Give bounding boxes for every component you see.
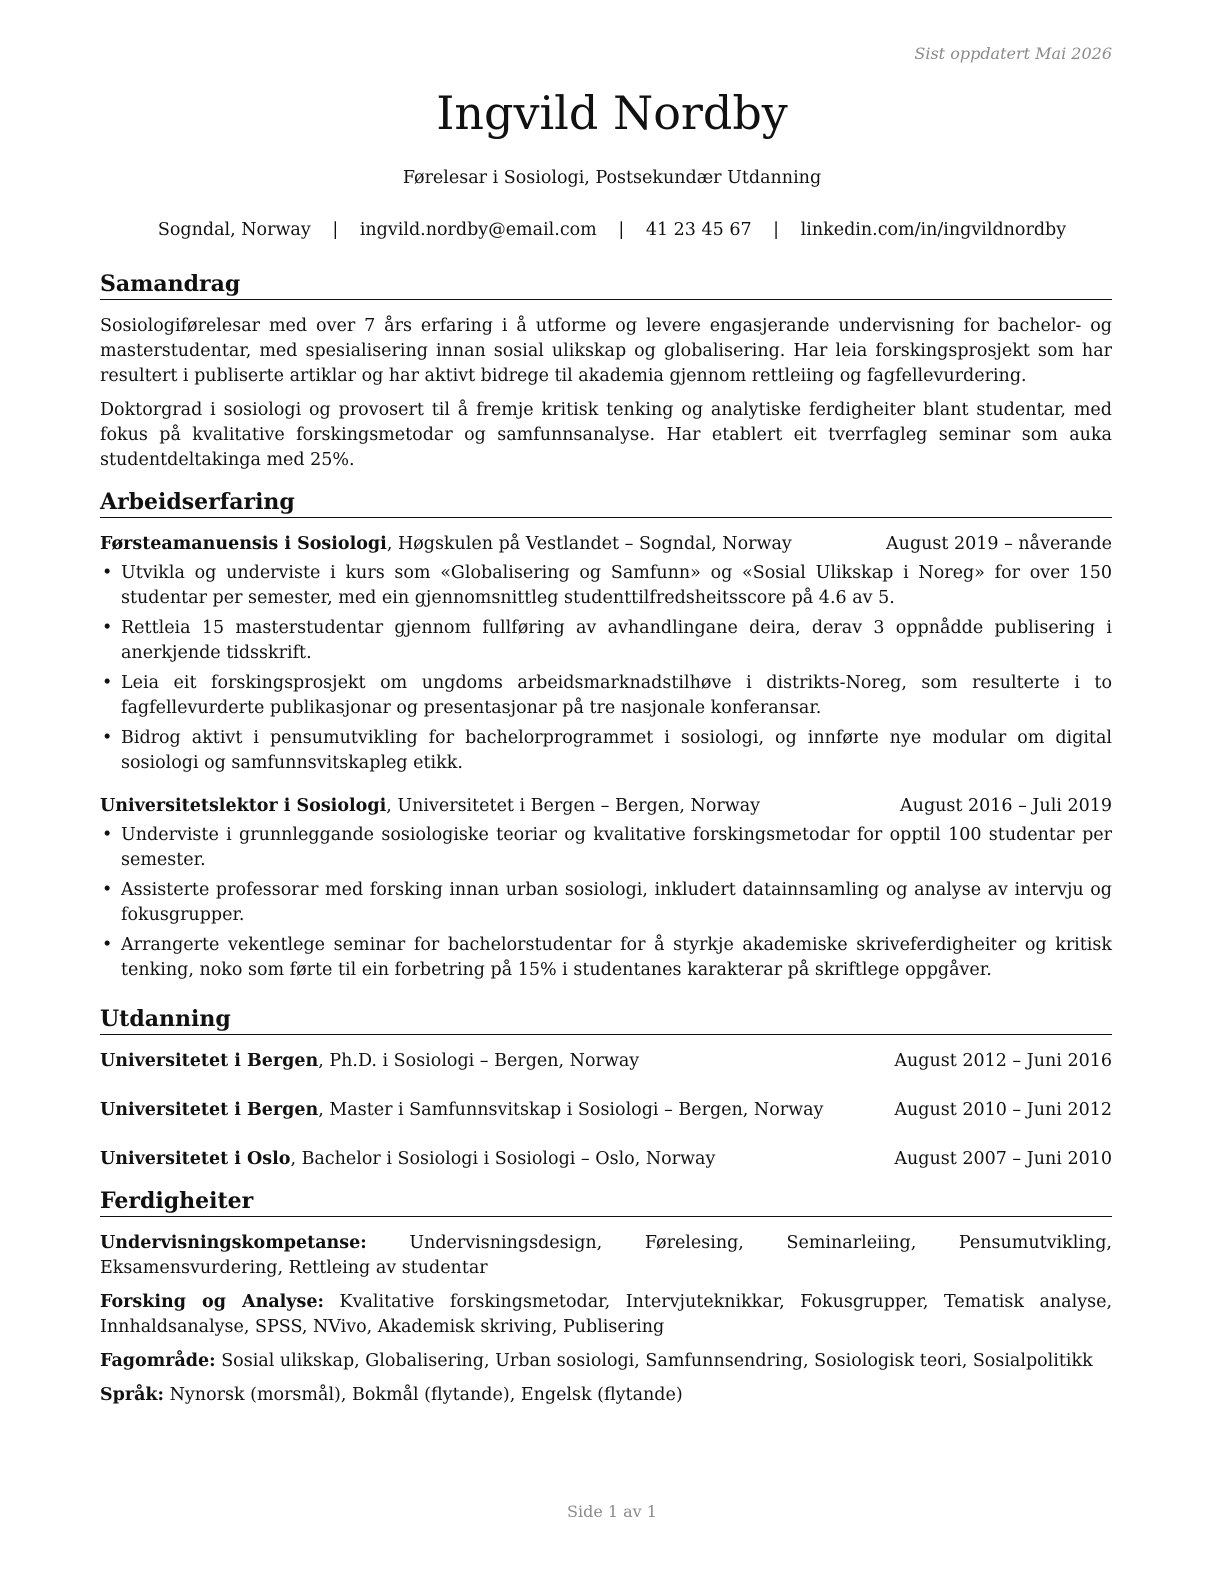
contact-location: Sogndal, Norway <box>157 220 311 240</box>
contact-separator: | <box>773 220 780 240</box>
contact-phone: 41 23 45 67 <box>645 220 752 240</box>
job-bullet: • Assisterte professorar med forsking innan urban sosiologi, inkludert datainnsamling og analyse av intervju og fokusgrupper. <box>100 878 1112 928</box>
job-title-line <box>100 794 760 819</box>
job-header <box>100 532 1112 557</box>
contact-separator: | <box>618 220 625 240</box>
skill-row <box>100 1349 1112 1374</box>
job-role: Førsteamanuensis i Sosiologi <box>100 534 387 554</box>
education-dates: August 2007 – Juni 2010 <box>894 1149 1112 1169</box>
job-role: Universitetslektor i Sosiologi <box>100 796 387 816</box>
skill-row <box>100 1290 1112 1340</box>
education-entry <box>100 1049 1112 1074</box>
job-bullets <box>100 823 1112 983</box>
section-title-summary: Samandrag <box>100 270 1112 300</box>
summary-paragraph: Doktorgrad i sosiologi og provosert til å fremje kritisk tenking og analytiske ferdigheiter blant studentar, med fokus på kvalitative forskingsmetodar og samfunnsanalyse. Har etablert eit tverrfagleg seminar som auka studentdeltakinga med 25%. <box>100 400 1112 470</box>
summary-section <box>100 270 1112 473</box>
education-degree: , Ph.D. i Sosiologi – Bergen, Norway <box>318 1051 640 1071</box>
education-line <box>100 1147 715 1172</box>
skill-label: Forsking og Analyse: <box>100 1292 324 1312</box>
education-degree: , Master i Samfunnsvitskap i Sosiologi – Bergen, Norway <box>318 1100 824 1120</box>
skill-value: Nynorsk (morsmål), Bokmål (flytande), Engelsk (flytande) <box>164 1385 683 1405</box>
experience-section <box>100 488 1112 988</box>
job-bullet: • Utvikla og underviste i kurs som «Globalisering og Samfunn» og «Sosial Ulikskap i Noreg» for over 150 studentar per semester, med ein gjennomsnittleg studenttilfredsheitsscore på 4.6 av 5. <box>100 561 1112 611</box>
education-degree: , Bachelor i Sosiologi i Sosiologi – Oslo, Norway <box>290 1149 716 1169</box>
candidate-subtitle: Førelesar i Sosiologi, Postsekundær Utdanning <box>402 168 822 188</box>
job-bullet: • Rettleia 15 masterstudentar gjennom fullføring av avhandlingane deira, derav 3 oppnådde publisering i anerkjende tidsskrift. <box>100 616 1112 666</box>
skill-label: Språk: <box>100 1385 165 1405</box>
job-bullet: • Leia eit forskingsprosjekt om ungdoms arbeidsmarknadstilhøve i distrikts-Noreg, som resulterte i to fagfellevurderte publikasjonar og presentasjonar på tre nasjonale konferansar. <box>100 671 1112 721</box>
page-number: Side 1 av 1 <box>567 1502 657 1521</box>
job-bullet: • Bidrog aktivt i pensumutvikling for bachelorprogrammet i sosiologi, og innførte nye modular om digital sosiologi og samfunnsvitskapleg etikk. <box>100 726 1112 776</box>
education-school: Universitetet i Bergen <box>100 1100 319 1120</box>
job-bullet: • Arrangerte vekentlege seminar for bachelorstudentar for å styrkje akademiske skriveferdigheiter og kritisk tenking, noko som førte til ein forbetring på 15% i studentanes karakterar på skriftlege oppgåver. <box>100 933 1112 983</box>
summary-paragraph: Sosiologiførelesar med over 7 års erfaring i å utforme og levere engasjerande undervisning for bachelor- og masterstudentar, med spesialisering innan sosial ulikskap og globalisering. Har leia forskingsprosjekt som har resultert i publiserte artiklar og har aktivt bidrege til akademia gjennom rettleiing og fagfellevurdering. <box>100 316 1112 386</box>
contact-line <box>0 220 1224 240</box>
education-school: Universitetet i Oslo <box>100 1149 291 1169</box>
education-dates: August 2012 – Juni 2016 <box>894 1051 1112 1071</box>
education-dates: August 2010 – Juni 2012 <box>894 1100 1112 1120</box>
skill-row <box>100 1383 1112 1408</box>
skill-row <box>100 1231 1112 1281</box>
section-title-skills: Ferdigheiter <box>100 1187 1112 1217</box>
job-entry <box>100 794 1112 983</box>
education-line <box>100 1049 639 1074</box>
last-updated-note: Sist oppdatert Mai 2026 <box>914 44 1112 63</box>
job-bullets <box>100 561 1112 776</box>
skill-value: Sosial ulikskap, Globalisering, Urban sosiologi, Samfunnsendring, Sosiologisk teori, Sosialpolitikk <box>215 1351 1093 1371</box>
contact-email[interactable]: ingvild.nordby@email.com <box>359 220 597 240</box>
job-bullet: • Underviste i grunnleggande sosiologiske teoriar og kvalitative forskingsmetodar for opptil 100 studentar per semester. <box>100 823 1112 873</box>
skill-value: Undervisningsdesign, Førelesing, Seminarleiing, Pensumutvikling, Eksamensvurdering, Rettleing av studentar <box>100 1233 1112 1278</box>
contact-separator: | <box>332 220 339 240</box>
job-title-line <box>100 532 792 557</box>
education-entry <box>100 1098 1112 1123</box>
skills-section <box>100 1187 1112 1417</box>
education-entry <box>100 1147 1112 1172</box>
education-section <box>100 1005 1112 1172</box>
job-entry <box>100 532 1112 776</box>
candidate-name: Ingvild Nordby <box>436 86 788 140</box>
section-title-experience: Arbeidserfaring <box>100 488 1112 518</box>
education-line <box>100 1098 823 1123</box>
job-organization: , Høgskulen på Vestlandet – Sogndal, Norway <box>386 534 792 554</box>
job-header <box>100 794 1112 819</box>
skill-value: Kvalitative forskingsmetodar, Intervjuteknikkar, Fokusgrupper, Tematisk analyse, Innhaldsanalyse, SPSS, NVivo, Akademisk skriving, Publisering <box>100 1292 1113 1337</box>
job-dates: August 2019 – nåverande <box>886 534 1112 554</box>
job-organization: , Universitetet i Bergen – Bergen, Norway <box>386 796 761 816</box>
skill-label: Fagområde: <box>100 1351 216 1371</box>
job-dates: August 2016 – Juli 2019 <box>900 796 1112 816</box>
contact-linkedin[interactable]: linkedin.com/in/ingvildnordby <box>800 220 1067 240</box>
section-title-education: Utdanning <box>100 1005 1112 1035</box>
skill-label: Undervisningskompetanse: <box>100 1233 367 1253</box>
education-school: Universitetet i Bergen <box>100 1051 319 1071</box>
